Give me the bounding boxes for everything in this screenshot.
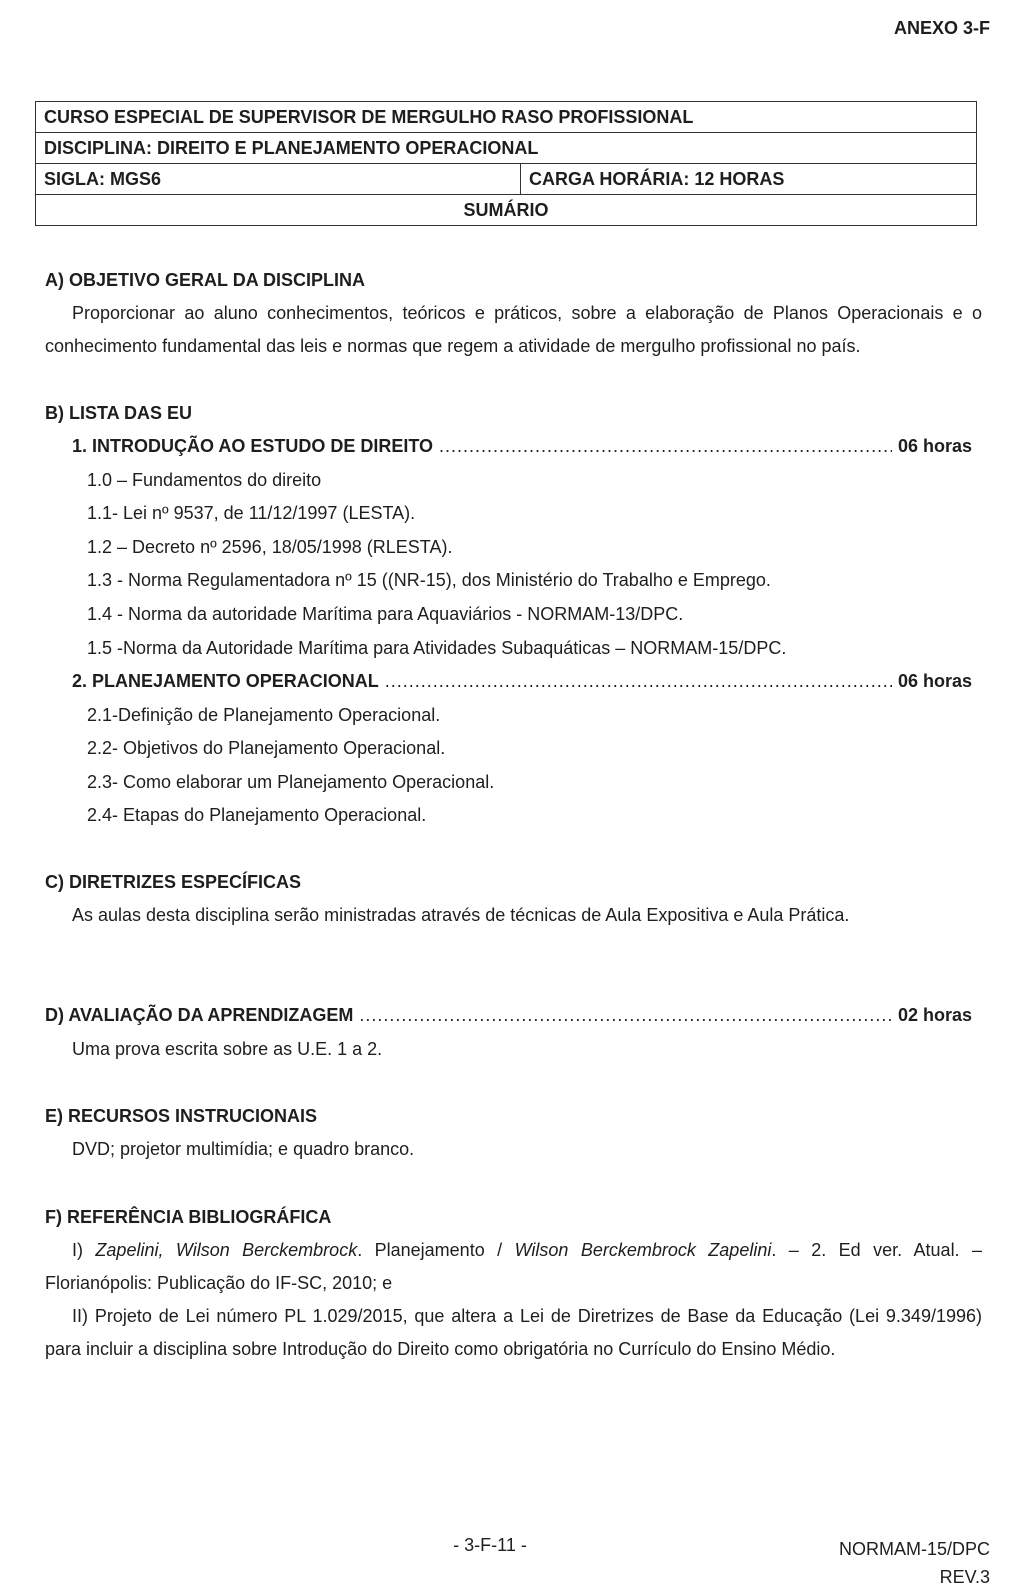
unit-2-item: 2.4- Etapas do Planejamento Operacional. [87,805,427,825]
unit-2-item: 2.2- Objetivos do Planejamento Operacional. [87,738,446,758]
unit-1-item: 1.5 -Norma da Autoridade Marítima para Atividades Subaquáticas – NORMAM-15/DPC. [87,638,787,658]
reference-1-title: . Planejamento / [357,1240,515,1260]
unit-1-entry [72,436,972,457]
page-number: - 3-F-11 - [453,1535,527,1555]
summary-heading: SUMÁRIO [36,195,977,226]
section-d-entry [45,1005,972,1026]
section-e-text: DVD; projetor multimídia; e quadro branco. [72,1139,415,1159]
section-c-body: As aulas desta disciplina serão ministradas através de técnicas de Aula Expositiva e Aula Prática. [72,905,850,925]
reference-1-author-2: Wilson Berckembrock Zapelini [514,1240,772,1260]
unit-2-entry [72,671,972,692]
unit-1-item: 1.4 - Norma da autoridade Marítima para Aquaviários - NORMAM-13/DPC. [87,604,684,624]
section-f-title: F) REFERÊNCIA BIBLIOGRÁFICA [45,1207,332,1227]
unit-1-hours: 06 horas [897,436,972,456]
leader-dots [385,671,892,692]
unit-1-item: 1.1- Lei nº 9537, de 11/12/1997 (LESTA). [87,503,416,523]
footer-rev: REV.3 [939,1567,990,1587]
section-a-body: Proporcionar ao aluno conhecimentos, teóricos e práticos, sobre a elaboração de Planos Operacionais e o conhecimento fundamental das leis e normas que regem a atividade de mergulho profissional no país. [45,303,982,356]
section-b-title: B) LISTA DAS EU [45,403,192,423]
course-title: CURSO ESPECIAL DE SUPERVISOR DE MERGULHO RASO PROFISSIONAL [36,102,977,133]
leader-dots [439,436,892,457]
section-c-title: C) DIRETRIZES ESPECÍFICAS [45,872,302,892]
unit-2-title: 2. PLANEJAMENTO OPERACIONAL [72,671,379,691]
unit-1-item: 1.0 – Fundamentos do direito [87,470,322,490]
unit-2-item: 2.1-Definição de Planejamento Operacional. [87,705,441,725]
section-d-text: Uma prova escrita sobre as U.E. 1 a 2. [72,1039,383,1059]
sigla-cell: SIGLA: MGS6 [36,164,521,195]
section-d-hours: 02 horas [897,1005,972,1025]
reference-1-author: Zapelini, Wilson Berckembrock [95,1240,358,1260]
section-a-text [45,297,982,363]
reference-1-rest: . – 2. Ed ver. Atual. – Florianópolis: Publicação do IF-SC, 2010; e [45,1240,982,1293]
section-d-title: D) AVALIAÇÃO DA APRENDIZAGEM [45,1005,354,1025]
footer-doc: NORMAM-15/DPC [838,1539,990,1559]
carga-horaria-cell: CARGA HORÁRIA: 12 HORAS [521,164,977,195]
unit-1-item: 1.2 – Decreto nº 2596, 18/05/1998 (RLESTA). [87,537,453,557]
reference-2 [45,1300,982,1366]
section-e-title: E) RECURSOS INSTRUCIONAIS [45,1106,318,1126]
reference-1-prefix: I) [72,1240,96,1260]
discipline-title: DISCIPLINA: DIREITO E PLANEJAMENTO OPERACIONAL [36,133,977,164]
leader-dots [359,1005,892,1026]
section-a-title: A) OBJETIVO GERAL DA DISCIPLINA [45,270,366,290]
reference-2-body: II) Projeto de Lei número PL 1.029/2015, que altera a Lei de Diretrizes de Base da Educação (Lei 9.349/1996) para incluir a disciplina sobre Introdução do Direito como obrigatória no Currículo do Ensino Médio. [45,1306,982,1359]
unit-1-item: 1.3 - Norma Regulamentadora nº 15 ((NR-15), dos Ministério do Trabalho e Emprego. [87,570,771,590]
annex-label: ANEXO 3-F [893,18,990,38]
section-c-text [45,899,982,932]
header-table [35,101,977,226]
unit-1-title: 1. INTRODUÇÃO AO ESTUDO DE DIREITO [72,436,434,456]
reference-1 [45,1234,982,1300]
unit-2-item: 2.3- Como elaborar um Planejamento Operacional. [87,772,495,792]
unit-2-hours: 06 horas [897,671,972,691]
footer-doc-ref [839,1535,990,1591]
